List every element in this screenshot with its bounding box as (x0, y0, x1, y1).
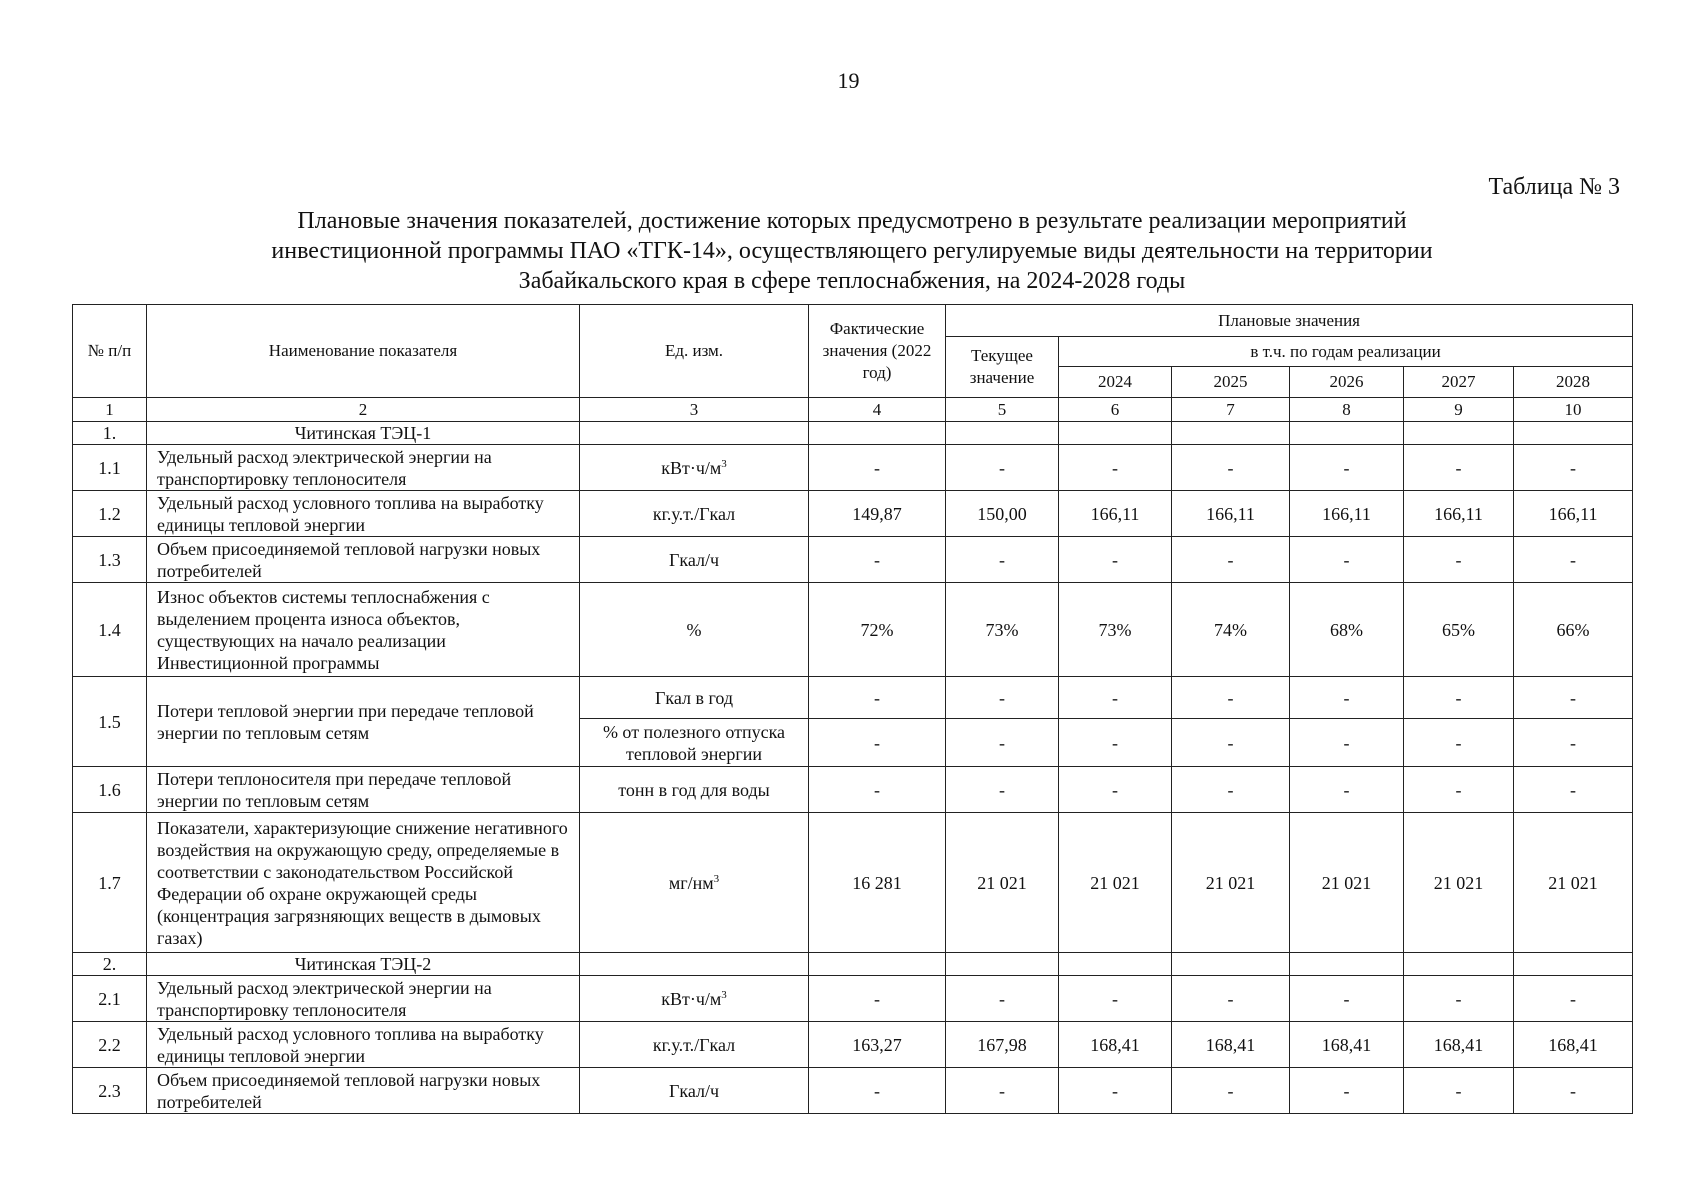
indicator-unit (580, 813, 809, 953)
unit-superscript: 3 (721, 457, 727, 470)
value-cell: - (1514, 537, 1633, 583)
value-cell: - (809, 767, 946, 813)
unit-text: тонн в год для воды (618, 779, 770, 800)
indicator-unit (580, 445, 809, 491)
table-row (73, 1068, 1633, 1114)
row-number: 2.2 (73, 1022, 147, 1068)
value-cell: - (809, 719, 946, 767)
column-number: 3 (580, 398, 809, 422)
indicator-name: Износ объектов системы теплоснабжения с выделением процента износа объектов, существующих на начало реализации Инвестиционной программы (147, 583, 580, 677)
section-name: Читинская ТЭЦ-1 (147, 422, 580, 445)
value-cell: - (809, 677, 946, 719)
value-cell: 166,11 (1059, 491, 1172, 537)
value-cell: 74% (1172, 583, 1290, 677)
value-cell: - (1404, 719, 1514, 767)
row-number: 2.1 (73, 976, 147, 1022)
value-cell: - (1514, 1068, 1633, 1114)
header-year: 2028 (1514, 367, 1633, 398)
row-number: 1.7 (73, 813, 147, 953)
column-number: 5 (946, 398, 1059, 422)
value-cell: - (946, 1068, 1059, 1114)
section-row (73, 422, 1633, 445)
page-number: 19 (837, 68, 860, 93)
header-unit: Ед. изм. (580, 305, 809, 398)
empty-cell (946, 422, 1059, 445)
indicator-unit (580, 767, 809, 813)
indicator-name: Удельный расход условного топлива на выработку единицы тепловой энергии (147, 491, 580, 537)
empty-cell (809, 422, 946, 445)
value-cell: - (1514, 445, 1633, 491)
unit-text: кг.у.т./Гкал (652, 1034, 736, 1055)
value-cell: - (946, 677, 1059, 719)
row-number: 1.4 (73, 583, 147, 677)
value-cell: - (946, 537, 1059, 583)
value-cell: - (1172, 719, 1290, 767)
header-year: 2026 (1290, 367, 1404, 398)
column-number: 6 (1059, 398, 1172, 422)
value-cell: 168,41 (1514, 1022, 1633, 1068)
indicator-name: Потери теплоносителя при передаче тепловой энергии по тепловым сетям (147, 767, 580, 813)
value-cell: 21 021 (1514, 813, 1633, 953)
value-cell: 21 021 (946, 813, 1059, 953)
indicator-unit: % от полезного отпуска тепловой энергии (580, 719, 809, 767)
value-cell: - (1404, 445, 1514, 491)
indicator-unit (580, 1022, 809, 1068)
value-cell: 21 021 (1172, 813, 1290, 953)
value-cell: 21 021 (1404, 813, 1514, 953)
value-cell: - (1290, 445, 1404, 491)
indicator-unit (580, 1068, 809, 1114)
indicator-name: Показатели, характеризующие снижение негативного воздействия на окружающую среду, определяемые в соответствии с законодательством Российской Федерации об охране окружающей среды (концентрация загрязняющих веществ в дымовых газах) (147, 813, 580, 953)
table-row (73, 813, 1633, 953)
column-number: 2 (147, 398, 580, 422)
indicator-name: Объем присоединяемой тепловой нагрузки новых потребителей (147, 537, 580, 583)
value-cell: - (1172, 677, 1290, 719)
value-cell: - (1514, 767, 1633, 813)
indicator-name: Удельный расход электрической энергии на транспортировку теплоносителя (147, 445, 580, 491)
table-row (73, 445, 1633, 491)
value-cell: - (1059, 445, 1172, 491)
indicator-unit (580, 537, 809, 583)
table-row (73, 491, 1633, 537)
value-cell: - (1404, 1068, 1514, 1114)
title-line: Плановые значения показателей, достижение которых предусмотрено в результате реализации мероприятий (297, 208, 1407, 234)
empty-cell (1290, 953, 1404, 976)
value-cell: - (1514, 976, 1633, 1022)
value-cell: 163,27 (809, 1022, 946, 1068)
value-cell: - (946, 445, 1059, 491)
value-cell: 21 021 (1059, 813, 1172, 953)
value-cell: - (809, 1068, 946, 1114)
value-cell: - (1172, 1068, 1290, 1114)
indicator-unit: Гкал в год (580, 677, 809, 719)
unit-text: мг/нм (668, 872, 714, 893)
row-number: 1.2 (73, 491, 147, 537)
empty-cell (1172, 422, 1290, 445)
unit-superscript: 3 (721, 988, 727, 1001)
table-row (73, 537, 1633, 583)
value-cell: 167,98 (946, 1022, 1059, 1068)
value-cell: - (1290, 767, 1404, 813)
value-cell: - (1514, 677, 1633, 719)
section-name: Читинская ТЭЦ-2 (147, 953, 580, 976)
row-number: 1.1 (73, 445, 147, 491)
column-number: 1 (73, 398, 147, 422)
value-cell: 72% (809, 583, 946, 677)
empty-cell (809, 953, 946, 976)
value-cell: - (1404, 677, 1514, 719)
row-number: 1.6 (73, 767, 147, 813)
indicator-name: Удельный расход условного топлива на выработку единицы тепловой энергии (147, 1022, 580, 1068)
value-cell: - (1404, 976, 1514, 1022)
value-cell: - (1172, 976, 1290, 1022)
value-cell: 168,41 (1290, 1022, 1404, 1068)
section-number: 2. (73, 953, 147, 976)
indicator-name: Удельный расход электрической энергии на транспортировку теплоносителя (147, 976, 580, 1022)
header-current: Текущее значение (946, 337, 1059, 398)
value-cell: - (1290, 1068, 1404, 1114)
value-cell: 73% (1059, 583, 1172, 677)
header-num: № п/п (73, 305, 147, 398)
empty-cell (1059, 422, 1172, 445)
indicator-name: Объем присоединяемой тепловой нагрузки новых потребителей (147, 1068, 580, 1114)
value-cell: 68% (1290, 583, 1404, 677)
table-row (73, 677, 1633, 719)
value-cell: - (1059, 1068, 1172, 1114)
header-year: 2027 (1404, 367, 1514, 398)
value-cell: 168,41 (1172, 1022, 1290, 1068)
indicator-name: Потери тепловой энергии при передаче тепловой энергии по тепловым сетям (147, 677, 580, 767)
empty-cell (1404, 422, 1514, 445)
indicators-table (72, 304, 1633, 1114)
value-cell: 166,11 (1290, 491, 1404, 537)
document-title (72, 206, 1632, 296)
indicator-unit (580, 583, 809, 677)
column-number: 8 (1290, 398, 1404, 422)
row-number: 2.3 (73, 1068, 147, 1114)
empty-cell (580, 953, 809, 976)
unit-text: кВт·ч/м (661, 988, 722, 1009)
value-cell: - (946, 767, 1059, 813)
value-cell: - (1059, 537, 1172, 583)
section-row (73, 953, 1633, 976)
empty-cell (1059, 953, 1172, 976)
value-cell: 65% (1404, 583, 1514, 677)
table-row (73, 767, 1633, 813)
unit-text: Гкал/ч (668, 1080, 720, 1101)
value-cell: 166,11 (1172, 491, 1290, 537)
value-cell: - (1290, 719, 1404, 767)
value-cell: - (1172, 537, 1290, 583)
header-actual: Фактические значения (2022 год) (809, 305, 946, 398)
indicator-unit (580, 491, 809, 537)
empty-cell (1290, 422, 1404, 445)
value-cell: 168,41 (1059, 1022, 1172, 1068)
value-cell: - (946, 976, 1059, 1022)
indicator-unit (580, 976, 809, 1022)
value-cell: 150,00 (946, 491, 1059, 537)
header-year: 2024 (1059, 367, 1172, 398)
column-number: 9 (1404, 398, 1514, 422)
value-cell: - (946, 719, 1059, 767)
value-cell: - (1404, 537, 1514, 583)
header-by-years: в т.ч. по годам реализации (1059, 337, 1633, 367)
table-row (73, 976, 1633, 1022)
table-label: Таблица № 3 (1488, 174, 1620, 200)
value-cell: - (809, 537, 946, 583)
column-number: 10 (1514, 398, 1633, 422)
value-cell: - (1404, 767, 1514, 813)
value-cell: 166,11 (1404, 491, 1514, 537)
header-name: Наименование показателя (147, 305, 580, 398)
value-cell: - (1514, 719, 1633, 767)
value-cell: 149,87 (809, 491, 946, 537)
value-cell: - (1172, 445, 1290, 491)
table-row (73, 1022, 1633, 1068)
value-cell: 73% (946, 583, 1059, 677)
header-year: 2025 (1172, 367, 1290, 398)
value-cell: - (1290, 976, 1404, 1022)
empty-cell (1172, 953, 1290, 976)
title-line: Забайкальского края в сфере теплоснабжения, на 2024-2028 годы (518, 268, 1186, 294)
value-cell: - (1290, 537, 1404, 583)
value-cell: - (1290, 677, 1404, 719)
value-cell: - (1059, 767, 1172, 813)
unit-text: кг.у.т./Гкал (652, 503, 736, 524)
unit-text: Гкал/ч (668, 549, 720, 570)
row-number: 1.3 (73, 537, 147, 583)
value-cell: 66% (1514, 583, 1633, 677)
header-planned: Плановые значения (946, 305, 1633, 337)
empty-cell (946, 953, 1059, 976)
empty-cell (1514, 422, 1633, 445)
title-line: инвестиционной программы ПАО «ТГК-14», осуществляющего регулируемые виды деятельности на территории (271, 238, 1433, 264)
value-cell: - (809, 976, 946, 1022)
value-cell: - (1172, 767, 1290, 813)
table-row (73, 583, 1633, 677)
unit-superscript: 3 (713, 872, 720, 885)
row-number: 1.5 (73, 677, 147, 767)
column-number: 7 (1172, 398, 1290, 422)
value-cell: 166,11 (1514, 491, 1633, 537)
value-cell: 21 021 (1290, 813, 1404, 953)
value-cell: - (1059, 976, 1172, 1022)
section-number: 1. (73, 422, 147, 445)
column-number: 4 (809, 398, 946, 422)
value-cell: 168,41 (1404, 1022, 1514, 1068)
value-cell: - (1059, 677, 1172, 719)
value-cell: 16 281 (809, 813, 946, 953)
unit-text: кВт·ч/м (661, 457, 722, 478)
value-cell: - (1059, 719, 1172, 767)
empty-cell (1514, 953, 1633, 976)
unit-text: % (686, 619, 702, 640)
empty-cell (580, 422, 809, 445)
empty-cell (1404, 953, 1514, 976)
value-cell: - (809, 445, 946, 491)
